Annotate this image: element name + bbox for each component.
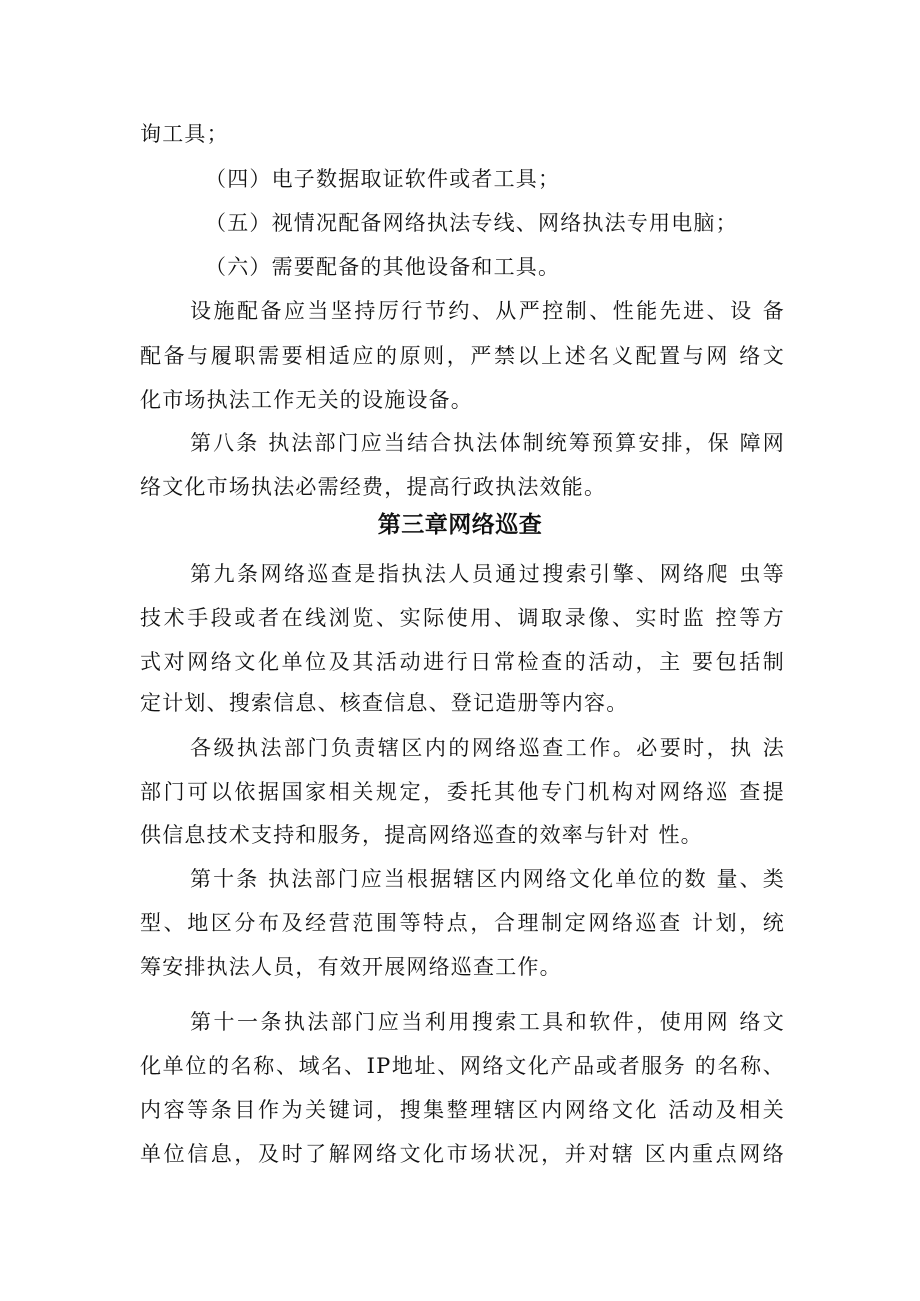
chapter-heading: 第三章网络巡查 (377, 512, 543, 538)
text-line: 式对网络文化单位及其活动进行日常检查的活动，主 要包括制 (140, 650, 785, 674)
text-line: 化市场执法工作无关的设施设备。 (140, 388, 473, 412)
text-line: 部门可以依据国家相关规定，委托其他专门机构对网络巡 查提 (140, 780, 785, 804)
text-line: 定计划、搜索信息、核查信息、登记造册等内容。 (140, 691, 629, 715)
list-item-4: （四）电子数据取证软件或者工具； (205, 167, 561, 191)
text-line: 型、地区分布及经营范围等特点，合理制定网络巡查 计划，统 (140, 911, 785, 935)
text-line: 配备与履职需要相适应的原则，严禁以上述名义配置与网 络文 (140, 344, 785, 368)
article-8-line: 第八条 执法部门应当结合执法体制统筹预算安排，保 障网 (190, 431, 785, 455)
list-item-6: （六）需要配备的其他设备和工具。 (205, 255, 561, 279)
text-line: 筹安排执法人员，有效开展网络巡查工作。 (140, 955, 562, 979)
text-line: 单位信息，及时了解网络文化市场状况，并对辖 区内重点网络 (140, 1142, 785, 1166)
text-line: 络文化市场执法必需经费，提高行政执法效能。 (140, 475, 607, 499)
text-line: 询工具； (140, 122, 229, 146)
text-line: 内容等条目作为关键词，搜集整理辖区内网络文化 活动及相关 (140, 1098, 785, 1122)
list-item-5: （五）视情况配备网络执法专线、网络执法专用电脑； (205, 211, 738, 235)
article-9-line: 第九条网络巡查是指执法人员通过搜索引擎、网络爬 虫等 (190, 562, 785, 586)
text-line: 技术手段或者在线浏览、实际使用、调取录像、实时监 控等方 (140, 606, 785, 630)
text-line: 设施配备应当坚持厉行节约、从严控制、性能先进、设 备 (190, 299, 785, 323)
text-line: 各级执法部门负责辖区内的网络巡查工作。必要时，执 法 (190, 736, 785, 760)
article-11-line: 第十一条执法部门应当利用搜索工具和软件，使用网 络文 (190, 1010, 785, 1034)
text-line: 化单位的名称、域名、IP地址、网络文化产品或者服务 的名称、 (140, 1054, 785, 1078)
text-line: 供信息技术支持和服务，提高网络巡查的效率与针对 性。 (140, 823, 703, 847)
article-10-line: 第十条 执法部门应当根据辖区内网络文化单位的数 量、类 (190, 867, 785, 891)
